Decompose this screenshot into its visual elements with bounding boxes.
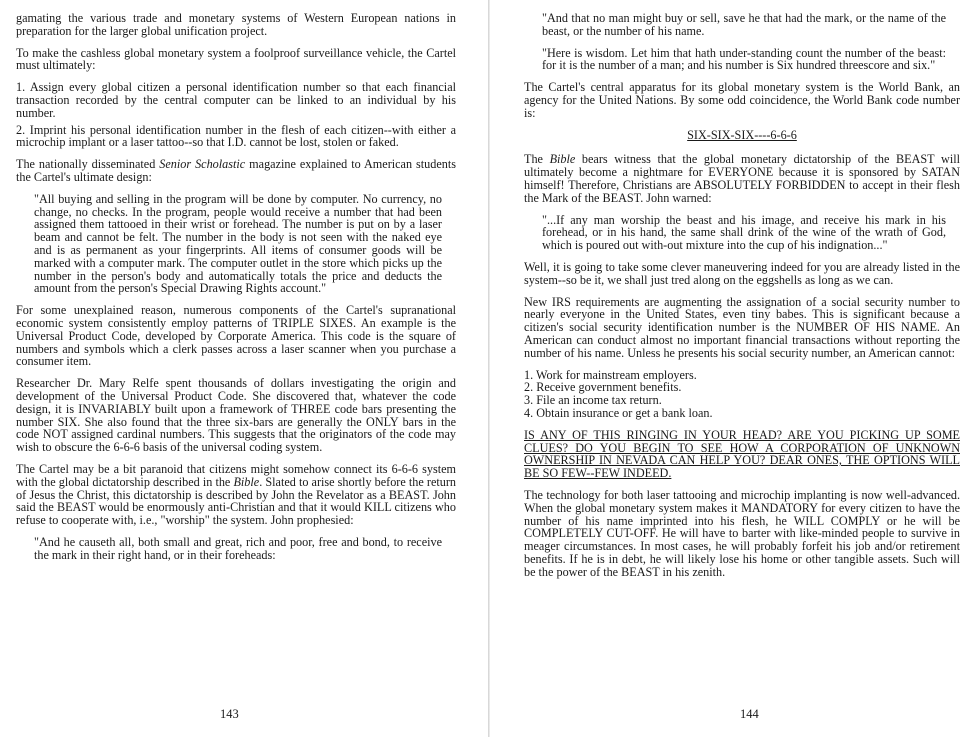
paragraph: New IRS requirements are augmenting the assignation of a social security number to nearly everyone in the United States, even tiny babes. This is significant because a citizen's social security identification number is the NUMBER OF HIS NAME. An American can conduct almost no important financial transactions without reporting the number of his name. Unless he presents his social security number, an American cannot: — [524, 294, 960, 360]
list-item: 3. File an income tax return. — [524, 393, 662, 408]
numbered-item: 2. Imprint his personal identification number in the flesh of each citizen--with either a microchip implant or a laser tattoo--so that I.D. cannot be lost, stolen or faked. — [16, 122, 456, 150]
list-item: 4. Obtain insurance or get a bank loan. — [524, 405, 713, 420]
text-run: The Cartel may be a bit paranoid that citizens might somehow connect its 6-6-6 system with the global dictatorship described in the — [16, 461, 456, 489]
left-text-column — [16, 12, 456, 561]
right-page — [500, 0, 978, 737]
block-quote: "...If any man worship the beast and his image, and receive his mark in his forehead, or in his hand, the same shall drink of the wine of the wrath of God, which is poured out with-out mixture into the cup of his indignation..." — [542, 212, 946, 253]
right-text-column — [524, 12, 960, 578]
paragraph — [16, 158, 456, 184]
paragraph — [16, 463, 456, 527]
book-title: Bible — [549, 152, 576, 167]
paragraph: The Cartel's central apparatus for its global monetary system is the World Bank, an agency for the United Nations. By some odd coincidence, the World Bank code number is: — [524, 80, 960, 120]
left-page — [0, 0, 478, 737]
block-quote: "Here is wisdom. Let him that hath under-standing count the number of the beast: for it is the number of a man; and his number is Six hundred threescore and six." — [542, 45, 946, 73]
text-run: The — [524, 152, 550, 167]
page-number: 143 — [220, 707, 239, 722]
text-run: magazine explained to American students the Cartel's ultimate design: — [16, 157, 456, 184]
page-number: 144 — [740, 707, 759, 722]
block-quote: "All buying and selling in the program will be done by computer. No currency, no change, no checks. In the program, people would receive a number that had been assigned them tattooed in their wrist or forehead. The number is put on by a laser beam and cannot be felt. The number in the body is not seen with the naked eye and is as permanent as your fingerprints. All items of consumer goods will be marked with a computer mark. The computer outlet in the store which picks up the number in the person's body and automatically totals the price and deducts the amount from the person's Special Drawing Rights account." — [34, 191, 442, 296]
paragraph: To make the cashless global monetary system a foolproof surveillance vehicle, the Cartel must ultimately: — [16, 45, 456, 73]
paragraph: Well, it is going to take some clever maneuvering indeed for you are already listed in the system--so be it, we shall just tred along on the eggshells as long as we can. — [524, 259, 960, 287]
centered-heading: SIX-SIX-SIX----6-6-6 — [687, 127, 797, 142]
numbered-item: 1. Assign every global citizen a personal identification number so that each financial transaction recorded by the central computer can be linked to an individual by his number. — [16, 80, 456, 120]
text-run: . Slated to arise shortly before the return of Jesus the Christ, this dictatorship is described by John the Revelator as a BEAST. John said the BEAST would be enormously anti-Christian and that it would KILL citizens who refuse to cooperate with, i.e., "worship" the system. John prophesied: — [16, 474, 457, 528]
paragraph: For some unexplained reason, numerous components of the Cartel's supranational economic system consistently employ patterns of TRIPLE SIXES. An example is the Universal Product Code, developed by Corporate America. This code is the square of numbers and symbols which a clerk passes across a laser scanner when you purchase a consumer item. — [16, 303, 456, 369]
block-quote: "And that no man might buy or sell, save he that had the mark, or the name of the beast, or the number of his name. — [542, 11, 946, 38]
paragraph — [524, 153, 960, 204]
numbered-list — [524, 369, 960, 420]
text-run: The nationally disseminated — [16, 157, 160, 172]
book-title: Bible — [233, 474, 260, 489]
underlined-paragraph: IS ANY OF THIS RINGING IN YOUR HEAD? ARE YOU PICKING UP SOME CLUES? DO YOU BEGIN TO SEE HOW A CORPORATION OF UNKNOWN OWNERSHIP IN NEVADA CAN HELP YOU? DEAR ONES, THE OPTIONS WILL BE SO FEW--FEW INDEED. — [524, 427, 960, 481]
list-item: 2. Receive government benefits. — [524, 380, 682, 395]
paragraph: The technology for both laser tattooing and microchip implanting is now well-advanced. When the global monetary system makes it MANDATORY for every citizen to have the number of his name imprinted into his flesh, he WILL COMPLY or he will be COMPLETELY CUT-OFF. He will have to barter with like-minded people to survive in meager circumstances. In most cases, he will probably forfeit his job and/or retirement benefits. If he is in debt, he will likely lose his home or other tangible assets. Such will be the power of the BEAST in his zenith. — [524, 487, 960, 579]
paragraph: Researcher Dr. Mary Relfe spent thousands of dollars investigating the origin and development of the Universal Product Code. She discovered that, whatever the code design, it is INVARIABLY built upon a framework of THREE code bars presenting the number SIX. She also found that the three six-bars are generally the ONLY bars in the code NOT assigned cardinal numbers. This suggests that the originators of the code may wish to obscure the 6-6-6 basis of the universal coding system. — [16, 376, 456, 455]
page-gutter — [488, 0, 490, 737]
paragraph: gamating the various trade and monetary systems of Western European nations in preparation for the larger global unification project. — [16, 11, 456, 38]
magazine-title: Senior Scholastic — [159, 157, 246, 172]
text-run: bears witness that the global monetary dictatorship of the BEAST will ultimately become a nightmare for EVERYONE because it is sponsored by SATAN himself! Therefore, Christians are ABSOLUTELY FORBIDDEN to accept in their flesh the Mark of the BEAST. John warned: — [524, 152, 960, 205]
list-item: 1. Work for mainstream employers. — [524, 367, 697, 382]
block-quote: "And he causeth all, both small and great, rich and poor, free and bond, to receive the mark in their right hand, or in their foreheads: — [34, 534, 442, 562]
